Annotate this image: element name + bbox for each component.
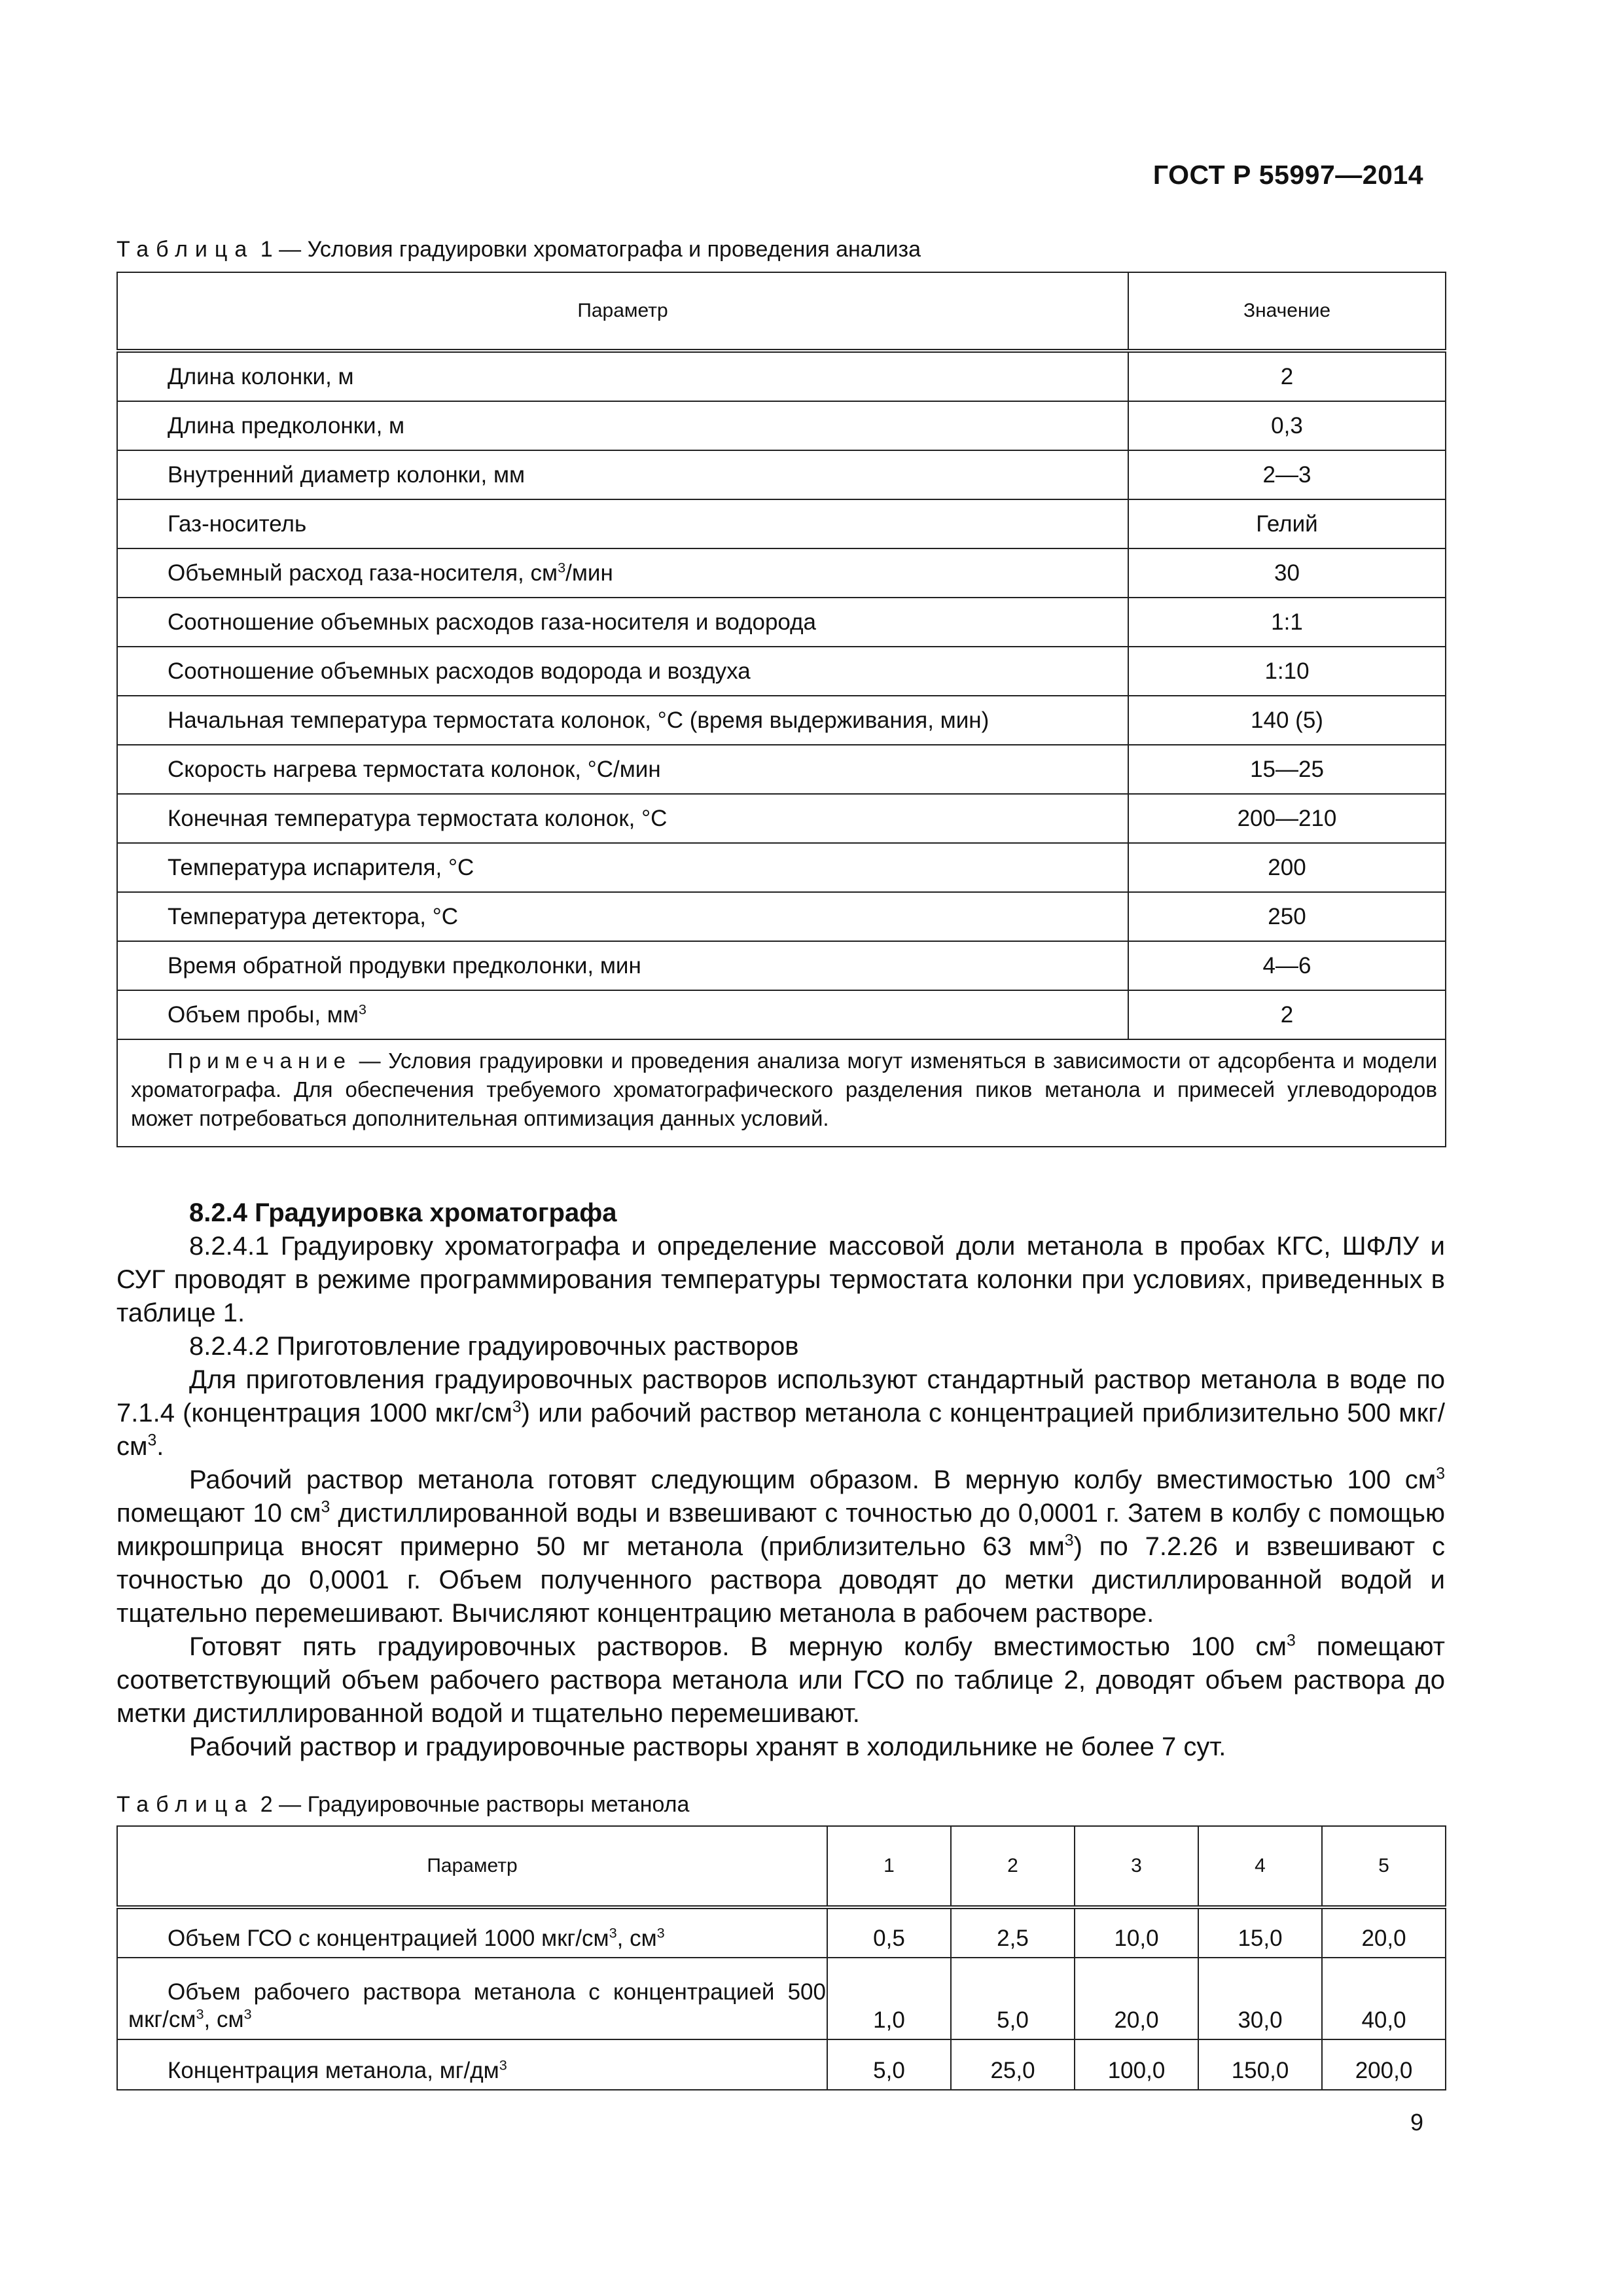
table-row (117, 745, 1446, 794)
table2-value: 200,0 (1322, 2039, 1446, 2090)
table1-param: Соотношение объемных расходов газа-носителя и водорода (117, 598, 1128, 647)
table1-value: 2 (1128, 351, 1446, 401)
table1-caption-text: 1 — Условия градуировки хроматографа и проведения анализа (260, 237, 921, 262)
table1-param: Температура детектора, °С (117, 892, 1128, 941)
table1-param: Внутренний диаметр колонки, мм (117, 450, 1128, 499)
table2-value: 20,0 (1322, 1907, 1446, 1958)
table2-col: 2 (951, 1826, 1075, 1907)
paragraph: 8.2.4.1 Градуировку хроматографа и определение массовой доли метанола в пробах КГС, ШФЛУ и СУГ проводят в режиме программирования температуры термостата колонки при условиях, приведенных в таблице 1. (116, 1232, 1445, 1327)
table1-note-word: Примечание (168, 1049, 352, 1073)
table1-param: Объемный расход газа-носителя, $см^3$/мин (117, 548, 1128, 598)
section-heading: 8.2.4 Градуировка хроматографа (189, 1198, 617, 1227)
table-row (117, 598, 1446, 647)
table-row (117, 892, 1446, 941)
table1-param: Начальная температура термостата колонок, °С (время выдерживания, мин) (117, 696, 1128, 745)
table2-col: 1 (827, 1826, 951, 1907)
table2-value: 2,5 (951, 1907, 1075, 1958)
table2-value: 20,0 (1075, 1958, 1198, 2039)
table1-value: 250 (1128, 892, 1446, 941)
table1-col-param: Параметр (117, 272, 1128, 351)
table1-value: 4—6 (1128, 941, 1446, 990)
table1-caption-word: Таблица (116, 237, 255, 262)
paragraph: Рабочий раствор и градуировочные растворы хранят в холодильнике не более 7 сут. (189, 1732, 1226, 1761)
table1-value: 2—3 (1128, 450, 1446, 499)
table2-value: 5,0 (827, 2039, 951, 2090)
table2-col: 3 (1075, 1826, 1198, 1907)
table2-header-row (117, 1826, 1446, 1907)
table2-value: 100,0 (1075, 2039, 1198, 2090)
table2-caption (116, 1792, 689, 1818)
table2-value: 1,0 (827, 1958, 951, 2039)
table2-caption-text: 2 — Градуировочные растворы метанола (260, 1792, 690, 1817)
table-row (117, 647, 1446, 696)
table-row (117, 696, 1446, 745)
paragraph: 8.2.4.2 Приготовление градуировочных растворов (189, 1332, 799, 1361)
table-row (117, 843, 1446, 892)
table1-param: Конечная температура термостата колонок, °С (117, 794, 1128, 843)
table1-note-row (117, 1039, 1446, 1147)
table2-caption-word: Таблица (116, 1792, 255, 1817)
table1-param: Время обратной продувки предколонки, мин (117, 941, 1128, 990)
table1-value: 0,3 (1128, 401, 1446, 450)
table1-param: Скорость нагрева термостата колонок, °С/мин (117, 745, 1128, 794)
table-row (117, 941, 1446, 990)
table1-value: 140 (5) (1128, 696, 1446, 745)
table2-param: Объем ГСО с концентрацией 1000 мкг/$см^3$, $см^3$ (117, 1907, 827, 1958)
table1-value: 1:10 (1128, 647, 1446, 696)
table2-value: 0,5 (827, 1907, 951, 1958)
table1-param: Газ-носитель (117, 499, 1128, 548)
table2-value: 150,0 (1198, 2039, 1322, 2090)
standard-number: ГОСТ Р 55997—2014 (1152, 160, 1423, 190)
table1-col-value: Значение (1128, 272, 1446, 351)
table1-param: Объем пробы, $мм^3$ (117, 990, 1128, 1039)
table1-value: 30 (1128, 548, 1446, 598)
section-body (116, 1196, 1445, 1764)
table1-header-row (117, 272, 1446, 351)
table-row (117, 1958, 1446, 2039)
table2 (116, 1825, 1446, 2090)
table1-value: 15—25 (1128, 745, 1446, 794)
paragraph: Готовят пять градуировочных растворов. В мерную колбу вместимостью 100 $см^3$ помещают соответствующий объем рабочего раствора метанола или ГСО по таблице 2, доводят объем раствора до метки дистиллированной водой и тщательно перемешивают. (116, 1632, 1445, 1728)
table1-caption (116, 237, 921, 262)
table1-note (117, 1039, 1446, 1147)
table1-note-text: — Условия градуировки и проведения анализа могут изменяться в зависимости от адсорбента и модели хроматографа. Для обеспечения требуемого хроматографического разделения пиков метанола и примесей углеводородов может потребоваться дополнительная оптимизация данных условий. (131, 1049, 1437, 1130)
table2-col: 4 (1198, 1826, 1322, 1907)
table2-param: Концентрация метанола, $мг/дм^3$ (117, 2039, 827, 2090)
table2-value: 10,0 (1075, 1907, 1198, 1958)
table-row (117, 401, 1446, 450)
table1-value: 2 (1128, 990, 1446, 1039)
table2-value: 5,0 (951, 1958, 1075, 2039)
table1-param: Длина колонки, м (117, 351, 1128, 401)
page-number: 9 (1410, 2109, 1423, 2136)
table1-param: Длина предколонки, м (117, 401, 1128, 450)
table2-value: 40,0 (1322, 1958, 1446, 2039)
table2-param: Объем рабочего раствора метанола с концентрацией 500 мкг/$см^3$, $см^3$ (117, 1958, 827, 2039)
table2-col-param: Параметр (117, 1826, 827, 1907)
table2-value: 15,0 (1198, 1907, 1322, 1958)
table-row (117, 499, 1446, 548)
table-row (117, 794, 1446, 843)
table1 (116, 272, 1446, 1147)
table1-value: 200—210 (1128, 794, 1446, 843)
paragraph: Для приготовления градуировочных растворов используют стандартный раствор метанола в воде по 7.1.4 (концентрация 1000 мкг/$см^3$) или рабочий раствор метанола с концентрацией приблизительно 500 мкг/$см^3$. (116, 1365, 1445, 1461)
table-row (117, 351, 1446, 401)
table1-param: Соотношение объемных расходов водорода и воздуха (117, 647, 1128, 696)
table1-value: Гелий (1128, 499, 1446, 548)
table1-param: Температура испарителя, °С (117, 843, 1128, 892)
table2-col: 5 (1322, 1826, 1446, 1907)
table2-value: 30,0 (1198, 1958, 1322, 2039)
table1-value: 1:1 (1128, 598, 1446, 647)
table-row (117, 990, 1446, 1039)
table-row (117, 1907, 1446, 1958)
paragraph: Рабочий раствор метанола готовят следующим образом. В мерную колбу вместимостью 100 $см^3$ помещают 10 $см^3$ дистиллированной воды и взвешивают с точностью до 0,0001 г. Затем в колбу с помощью микрошприца вносят примерно 50 мг метанола (приблизительно 63 $мм^3$) по 7.2.26 и взвешивают с точностью до 0,0001 г. Объем полученного раствора доводят до метки дистиллированной водой и тщательно перемешивают. Вычисляют концентрацию метанола в рабочем растворе. (116, 1465, 1445, 1628)
table-row (117, 2039, 1446, 2090)
table-row (117, 450, 1446, 499)
table1-value: 200 (1128, 843, 1446, 892)
table2-value: 25,0 (951, 2039, 1075, 2090)
table-row (117, 548, 1446, 598)
